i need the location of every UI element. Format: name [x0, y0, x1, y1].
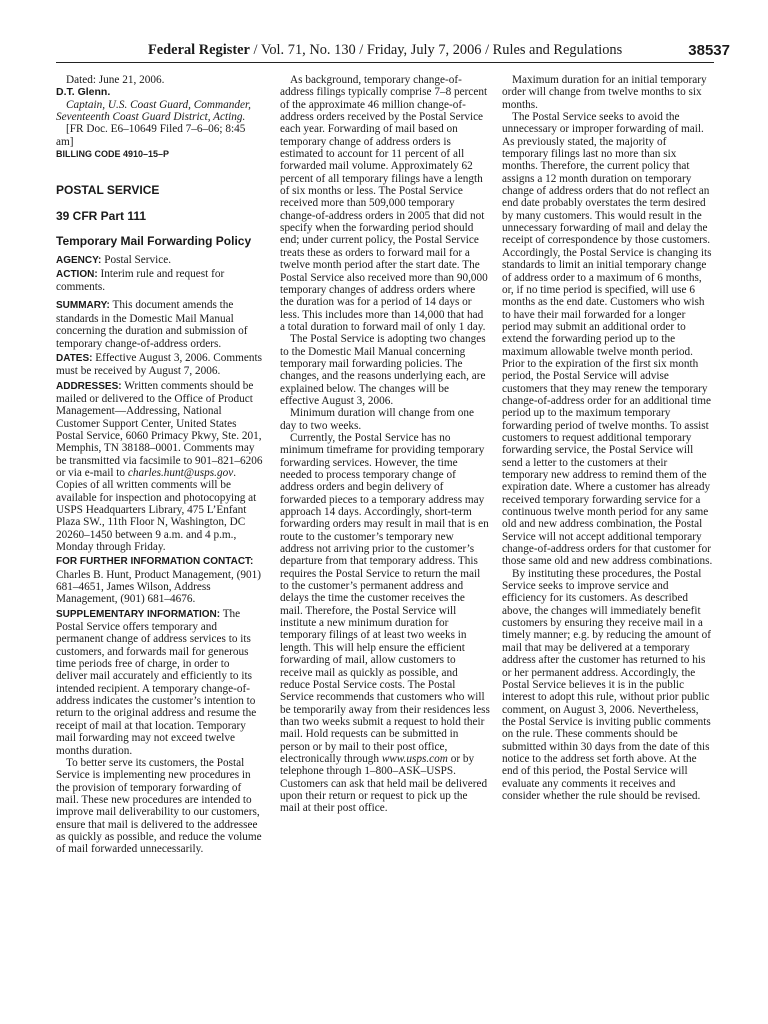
- signer-title: Captain, U.S. Coast Guard, Commander, Seventeenth Coast Guard District, Acting.: [56, 98, 251, 124]
- paragraph-instituting: By instituting these procedures, the Postal Service seeks to improve service and efficiency for its customers. As described above, the changes will immediately benefit customers by ensuring they receive mail in a timely manner; e.g. by reducing the amount of mail that may be delivered at a temporary address after the customer has returned to his or her permanent address. Accordingly, the Postal Service believes it is in the public interest to adopt this rule, without prior public comment, on August 3, 2006. Nevertheless, the Postal Service is inviting public comments on the rule. These comments should be submitted within 30 days from the date of this notice to the address set forth above. At the end of this period, the Postal Service will evaluate any comments it receives and consider whether the rule should be revised.: [502, 567, 712, 802]
- addresses-label: ADDRESSES:: [56, 380, 122, 392]
- supplementary-section: [56, 608, 263, 757]
- paragraph-minimum-duration: Minimum duration will change from one day to two weeks.: [280, 407, 475, 432]
- billing-code: BILLING CODE 4910–15–P: [56, 149, 170, 160]
- issue-details: / Vol. 71, No. 130 / Friday, July 7, 2006 / Rules and Regulations: [249, 42, 623, 58]
- currently-text-1: Currently, the Postal Service has no minimum timeframe for providing temporary forwarding services. However, the time needed to process temporary change of address orders and begin delivery of forwarded pieces to a temporary address may approach 14 days. Accordingly, short-term forwarding orders may result in mail that is en route to the customer’s temporary new address not arriving prior to the customer’s departure from that temporary address. This requires the Postal Service to return the mail to the customer’s permanent address and delays the time the customer receives the mail. Therefore, the Postal Service will institute a new minimum duration for temporary filings of at least two weeks in length. This will help ensure the efficient forwarding of mail, allow customers to receive mail as quickly as possible, and reduce Postal Service costs. The Postal Service recommends that customers who will be temporarily away from their residences less than two weeks submit a request to hold their mail. Hold requests can be submitted in person or by mail to their post office, electronically through: [280, 431, 490, 765]
- addresses-text-1: Written comments should be mailed or delivered to the Office of Product Management—Addressing, National Customer Support Center, United States Postal Service, 6060 Primacy Pkwy, Ste. 201, Memphis, TN 38188–0001. Comments may be transmitted via facsimile to 901–821–6206 or via e-mail to: [56, 379, 263, 479]
- contact-section: [56, 555, 263, 605]
- paragraph-adopting: The Postal Service is adopting two changes to the Domestic Mail Manual concerning temporary mail forwarding policies. The changes, and the reasons underlying each, are explained below. The changes will be effective August 3, 2006.: [280, 333, 486, 407]
- action-field: [56, 268, 263, 294]
- supplementary-label: SUPPLEMENTARY INFORMATION:: [56, 608, 221, 620]
- agency-field: [56, 254, 263, 267]
- currently-text-2: or by telephone through 1–800–ASK–USPS. Customers can ask that held mail be delivered upon their return or request to pick up the mail at their post office.: [280, 752, 488, 815]
- publication-name: Federal Register: [148, 42, 250, 58]
- dates-label: DATES:: [56, 352, 93, 364]
- contact-label: FOR FURTHER INFORMATION CONTACT:: [56, 556, 254, 568]
- paragraph-better-serve: To better serve its customers, the Postal Service is implementing new procedures in the provision of temporary forwarding of mail. These new procedures are intended to improve mail deliverability to our customers, ensure that mail is delivered to the addressee as quickly as possible, and reduce the volume of mail forwarded unnecessarily.: [56, 756, 262, 856]
- action-value: Interim rule and request for comments.: [56, 267, 225, 294]
- contact-text: Charles B. Hunt, Product Management, (901) 681–4651, James Wilson, Address Management, (901) 681–4676.: [56, 568, 261, 606]
- addresses-text-2: . Copies of all written comments will be available for inspection and photocopying at USPS Headquarters Library, 475 L’Enfant Plaza SW., 11th Floor N, Washington, DC 20260–1450 between 9 a.m. and 4 p.m., Monday through Friday.: [56, 466, 257, 553]
- agency-label: AGENCY:: [56, 255, 102, 267]
- running-head: [148, 42, 622, 59]
- cfr-part: 39 CFR Part 111: [56, 208, 147, 223]
- summary-label: SUMMARY:: [56, 300, 110, 312]
- column-1: [56, 74, 263, 856]
- dates-text: Effective August 3, 2006. Comments must be received by August 7, 2006.: [56, 351, 262, 378]
- paragraph-background: As background, temporary change-of-address filings typically comprise 7–8 percent of the approximate 46 million change-of-address orders received by the Postal Service each year. Forwarding of mail based on temporary change of address orders is estimated to account for 11 percent of all forwarded mail volume. Approximately 62 percent of all temporary filings have a length of six months or less. The Postal Service received more than 509,000 temporary change-of-address orders in 2005 that did not specify when the forwarding period should end; under current policy, the Postal Service treats these as orders to forward mail for a twelve month period after the start date. The Postal Service also received more than 90,000 temporary changes of address orders where the duration was for a period of 14 days or less. This includes more than 14,000 that had a total duration to forward mail of only 1 day.: [280, 74, 488, 333]
- addresses-section: [56, 380, 263, 554]
- supplementary-text: The Postal Service offers temporary and permanent change of address services to its customers, and forwards mail for generous time periods free of charge, in order to deliver mail accurately and efficiently to its intended recipient. A temporary change-of-address indicates the customer’s intention to return to the original address and resume the receipt of mail at that location. Temporary mail forwarding may not exceed twelve months duration.: [56, 607, 257, 757]
- action-label: ACTION:: [56, 268, 98, 280]
- page-header: [56, 42, 730, 60]
- dates-section: [56, 352, 263, 378]
- signer-name: D.T. Glenn.: [56, 86, 111, 99]
- paragraph-maximum-duration: Maximum duration for an initial temporary order will change from twelve months to six months.: [502, 74, 707, 111]
- fr-doc-line: [FR Doc. E6–10649 Filed 7–6–06; 8:45 am]: [56, 123, 246, 148]
- agency-value: Postal Service.: [104, 254, 172, 267]
- header-rule: [56, 62, 714, 63]
- summary-text: This document amends the standards in the Domestic Mail Manual concerning the duration and submission of temporary change-of-address orders.: [56, 299, 248, 350]
- summary-section: [56, 299, 263, 349]
- page-number: 38537: [688, 42, 730, 59]
- agency-heading: POSTAL SERVICE: [56, 183, 160, 198]
- rule-subject: Temporary Mail Forwarding Policy: [56, 234, 252, 249]
- column-3: [502, 74, 714, 802]
- dated-line: Dated: June 21, 2006.: [66, 74, 165, 86]
- usps-website-link[interactable]: www.usps.com: [381, 752, 448, 765]
- paragraph-currently: [280, 432, 490, 815]
- paragraph-seeks: The Postal Service seeks to avoid the unnecessary or improper forwarding of mail. As previously stated, the majority of temporary filings last no more than six months. Therefore, the current policy that assigns a 12 month duration on temporary change of address orders that do not reflect an end date probably overstates the term desired by many customers. This would result in the unnecessary forwarding of mail and delay the receipt of correspondence by those customers. Accordingly, the Postal Service is changing its standards to limit an initial temporary change of address order to a maximum of 6 months, or, if no time period is specified, will use 6 months as the end date. Customers who wish to have their mail forwarded for a longer period may submit an additional order to extend the forwarding period up to the maximum allowable twelve month period. Prior to the expiration of the first six month period, the Postal Service will advise customers that they may renew the temporary change-of-address order for an additional time period up to the maximum temporary forwarding period of twelve months. To assist customers to request additional temporary forwarding service, the Postal Service will send a letter to the customers at their temporary new address to remind them of the expiration date. Where a customer has already received temporary forwarding service for a continuous twelve month period for any same old and new address combination, the Postal Service will not accept additional temporary change-of-address orders for that customer for those same old and new address combinations.: [502, 111, 713, 568]
- column-2: [280, 74, 490, 815]
- contact-email-link[interactable]: charles.hunt@usps.gov: [127, 466, 234, 479]
